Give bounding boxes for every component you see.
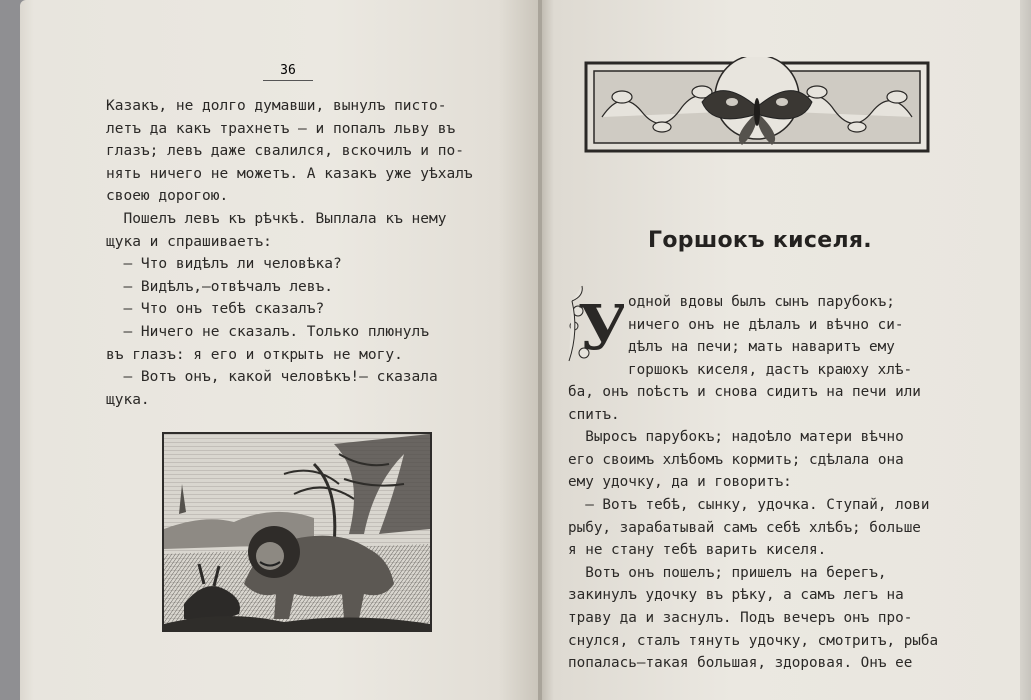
dropcap-letter: У: [578, 291, 624, 363]
story-title: Горшокъ киселя.: [648, 228, 872, 253]
page-edges: [1020, 0, 1031, 700]
page-number: 36: [263, 63, 313, 81]
left-page-text: Казакъ, не долго думавши, вынулъ писто- летъ да какъ трахнетъ — и попалъ льву въ глазъ; левъ даже свалился, вскочилъ и по- нять ничего не можетъ. А казакъ уже уѣхалъ своею дорогою. Пошелъ левъ къ рѣчкѣ. Выплала къ нему щука и спрашиваетъ: — Что видѣлъ ли человѣка? — Видѣлъ,—отвѣчалъ левъ. — Что онъ тебѣ сказалъ? — Ничего не сказалъ. Только плюнулъ въ глазъ: я его и открыть не могу. — Вотъ онъ, какой человѣкъ!— сказала щука.: [106, 98, 473, 408]
butterfly-ornament-header: [582, 57, 932, 157]
lion-illustration: [162, 432, 432, 632]
right-page-text-top: одной вдовы былъ сынъ парубокъ; ничего онъ не дѣлалъ и вѣчно си- дѣлъ на печи; мать наваритъ ему горшокъ киселя, дастъ краюху хлѣ-: [628, 294, 913, 378]
decorated-initial: [564, 281, 624, 363]
lion-engraving-icon: [164, 434, 430, 630]
right-page-text-body: ба, онъ поѣстъ и снова сидитъ на печи или спитъ. Выросъ парубокъ; надоѣло матери вѣчно его своимъ хлѣбомъ кормить; сдѣлала она ему удочку, да и говоритъ: — Вотъ тебѣ, сынку, удочка. Ступай, лови рыбу, зарабатывай самъ себѣ хлѣбъ; больше я не стану тебѣ варить киселя. Вотъ онъ пошелъ; пришелъ на берегъ, закинулъ удочку въ рѣку, а самъ легъ на траву да и заснулъ. Подъ вечеръ онъ про- снулся, сталъ тянуть удочку, смотритъ, рыба попалась—такая большая, здоровая. Онъ ее: [568, 384, 939, 672]
book-spine: [538, 0, 542, 700]
